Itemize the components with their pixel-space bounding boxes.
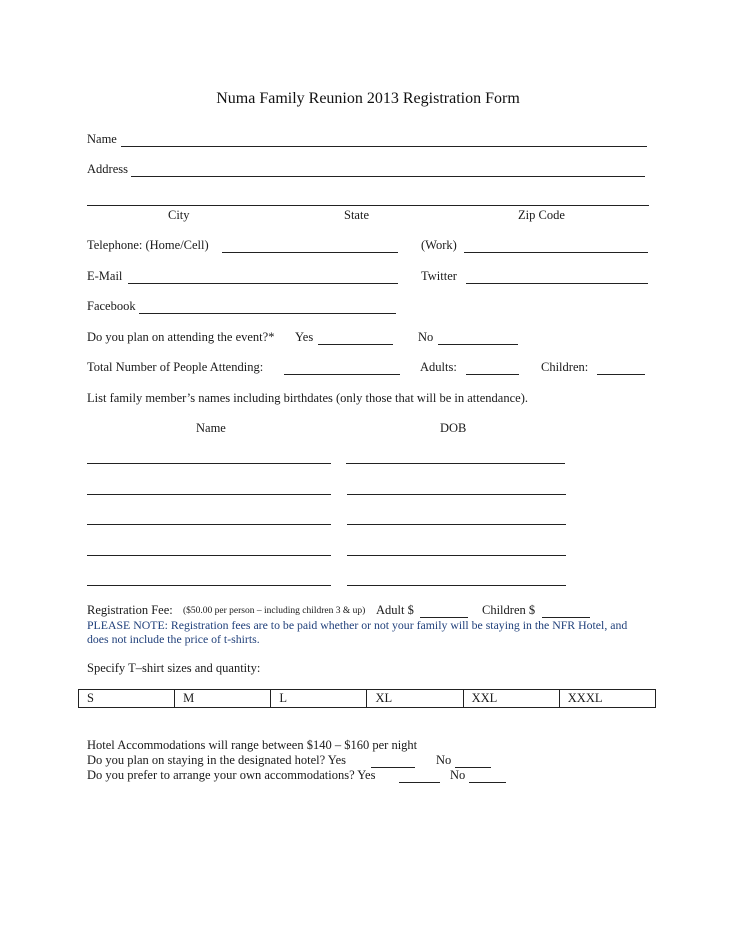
own-accommodations-question: Do you prefer to arrange your own accommodations? Yes: [87, 768, 376, 782]
fee-children-label: Children $: [482, 603, 536, 617]
tshirt-label: Specify T–shirt sizes and quantity:: [87, 661, 261, 675]
telephone-home-field[interactable]: [222, 252, 398, 253]
hotel-stay-no-label: No: [436, 753, 452, 767]
name-label: Name: [87, 132, 117, 146]
fee-note-line-1: PLEASE NOTE: Registration fees are to be paid whether or not your family will be staying in the NFR Hotel, and: [87, 618, 628, 632]
member-dob-field[interactable]: [347, 555, 566, 556]
member-name-field[interactable]: [87, 463, 331, 464]
tshirt-size-table: [78, 689, 656, 708]
work-label: (Work): [421, 238, 457, 252]
city-label: City: [168, 208, 190, 222]
adults-field[interactable]: [466, 374, 519, 375]
members-name-header: Name: [196, 421, 226, 435]
hotel-stay-yes-field[interactable]: [371, 767, 415, 768]
adults-label: Adults:: [420, 360, 457, 374]
hotel-stay-question: Do you plan on staying in the designated hotel? Yes: [87, 753, 346, 767]
facebook-label: Facebook: [87, 299, 136, 313]
attending-yes-field[interactable]: [318, 344, 393, 345]
member-name-field[interactable]: [87, 585, 331, 586]
member-name-field[interactable]: [87, 494, 331, 495]
form-title: Numa Family Reunion 2013 Registration Form: [216, 90, 520, 107]
email-field[interactable]: [128, 283, 398, 284]
facebook-field[interactable]: [139, 313, 396, 314]
tshirt-size-xxl[interactable]: XXL: [463, 690, 559, 708]
member-dob-field[interactable]: [347, 585, 566, 586]
attending-no-field[interactable]: [438, 344, 518, 345]
address-field[interactable]: [131, 176, 645, 177]
members-dob-header: DOB: [440, 421, 467, 435]
email-label: E-Mail: [87, 269, 123, 283]
hotel-range-text: Hotel Accommodations will range between $140 – $160 per night: [87, 738, 418, 752]
tshirt-size-l[interactable]: L: [271, 690, 367, 708]
attending-yes-label: Yes: [295, 330, 314, 344]
children-field[interactable]: [597, 374, 645, 375]
fee-adult-label: Adult $: [376, 603, 414, 617]
total-attending-label: Total Number of People Attending:: [87, 360, 264, 374]
tshirt-size-xxxl[interactable]: XXXL: [559, 690, 655, 708]
address-line-2-field[interactable]: [87, 205, 649, 206]
telephone-work-field[interactable]: [464, 252, 648, 253]
tshirt-size-xl[interactable]: XL: [367, 690, 463, 708]
attending-no-label: No: [418, 330, 434, 344]
total-attending-field[interactable]: [284, 374, 400, 375]
name-field[interactable]: [121, 146, 647, 147]
zip-label: Zip Code: [518, 208, 565, 222]
address-label: Address: [87, 162, 128, 176]
own-accommodations-no-field[interactable]: [469, 782, 506, 783]
tshirt-size-s[interactable]: S: [79, 690, 175, 708]
own-accommodations-no-label: No: [450, 768, 466, 782]
own-accommodations-yes-field[interactable]: [399, 782, 440, 783]
registration-fee-label: Registration Fee:: [87, 603, 173, 617]
telephone-label: Telephone: (Home/Cell): [87, 238, 209, 252]
members-instruction: List family member’s names including birthdates (only those that will be in attendance).: [87, 391, 528, 405]
member-name-field[interactable]: [87, 555, 331, 556]
member-name-field[interactable]: [87, 524, 331, 525]
fee-note-line-2: does not include the price of t-shirts.: [87, 632, 260, 646]
twitter-label: Twitter: [421, 269, 457, 283]
children-label: Children:: [541, 360, 589, 374]
state-label: State: [344, 208, 369, 222]
member-dob-field[interactable]: [347, 524, 566, 525]
registration-fee-detail: ($50.00 per person – including children 3 & up): [183, 606, 366, 616]
attending-question: Do you plan on attending the event?*: [87, 330, 275, 344]
member-dob-field[interactable]: [347, 494, 566, 495]
member-dob-field[interactable]: [346, 463, 565, 464]
tshirt-size-m[interactable]: M: [175, 690, 271, 708]
twitter-field[interactable]: [466, 283, 648, 284]
